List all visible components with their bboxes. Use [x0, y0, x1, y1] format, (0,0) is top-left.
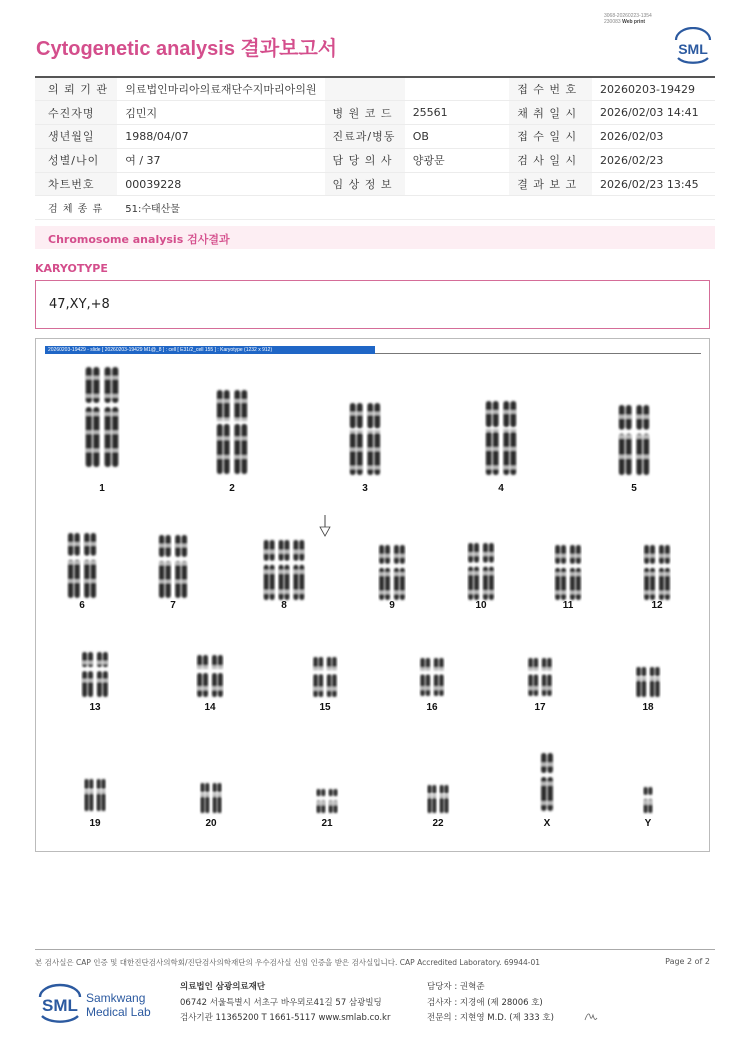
footer-divider: [35, 949, 715, 950]
chromosome: [644, 545, 655, 600]
svg-text:SML: SML: [678, 41, 708, 57]
chromosome-label: 10: [475, 600, 487, 611]
chromosome: [313, 657, 323, 697]
patient-info-table: [35, 76, 715, 220]
chromosome-label: 7: [170, 600, 176, 611]
chromosome-label: 4: [498, 483, 504, 494]
info-label: 담 당 의 사: [325, 148, 405, 172]
chromosome: [644, 787, 653, 813]
info-label: [325, 77, 405, 101]
chromosome-label: 2: [229, 483, 235, 494]
chromosome: [317, 789, 326, 813]
info-label: 접 수 번 호: [509, 77, 592, 101]
info-value: 20260203-19429: [592, 77, 715, 101]
info-row: [35, 77, 715, 101]
info-value: 1988/04/07: [117, 125, 324, 149]
chromosome-label: 20: [205, 818, 217, 829]
chromosome: [542, 658, 552, 696]
chromosome: [503, 401, 516, 475]
cap-notice: 본 검사실은 CAP 인증 및 대한진단검사의학회/진단검사의학재단의 우수검사실 신임 인증을 받은 검사실입니다. CAP Accredited Laboratory. 69944-01: [35, 958, 541, 967]
info-row: [35, 101, 715, 125]
info-label: 의 뢰 기 관: [35, 77, 117, 101]
chromosome-label: Y: [644, 818, 652, 829]
chromosome: [197, 655, 208, 697]
karyotype-title: KARYOTYPE: [35, 262, 108, 275]
chromosome-label: 11: [562, 600, 574, 611]
info-value: 김민지: [117, 101, 324, 125]
info-value: 2026/02/03 14:41: [592, 101, 715, 125]
chromosome-label: 1: [99, 483, 105, 494]
chromosome: [650, 667, 660, 697]
specimen-label: 검 체 종 류: [35, 196, 117, 220]
info-value: 2026/02/23 13:45: [592, 172, 715, 196]
chromosome: [97, 652, 108, 697]
chromosome: [175, 535, 187, 598]
info-label: 수진자명: [35, 101, 117, 125]
karyogram: [36, 355, 708, 851]
chromosome-label: 8: [281, 600, 287, 611]
svg-text:SML: SML: [42, 996, 78, 1015]
info-label: 생년월일: [35, 125, 117, 149]
chromosome-label: 16: [426, 702, 438, 713]
info-row: [35, 172, 715, 196]
chromosome: [212, 655, 223, 697]
chromosome: [329, 789, 338, 813]
chromosome: [468, 543, 479, 600]
chromosome: [636, 405, 649, 475]
info-value: 00039228: [117, 172, 324, 196]
chromosome-label: 14: [204, 702, 216, 713]
chromosome: [555, 545, 566, 600]
chromosome-label: 6: [79, 600, 85, 611]
chromosome-label: 19: [89, 818, 101, 829]
footer-staff: 담당자 : 권혁준 검사자 : 지경애 (제 28006 호) 전문의 : 지현영 M.D. (제 333 호): [427, 982, 554, 1023]
info-value: 2026/02/23: [592, 148, 715, 172]
info-value: [405, 77, 510, 101]
info-label: 임 상 정 보: [325, 172, 405, 196]
info-row: [35, 148, 715, 172]
info-label: 병 원 코 드: [325, 101, 405, 125]
arrow-down-icon: [320, 515, 330, 536]
chromosome: [619, 405, 632, 475]
karyotype-result: 47,XY,+8: [35, 280, 710, 329]
chromosome: [434, 658, 444, 696]
chromosome-label: 17: [534, 702, 546, 713]
chromosome: [159, 535, 171, 598]
chromosome: [440, 785, 449, 813]
section-header: Chromosome analysis 검사결과: [35, 226, 715, 249]
chromosome: [85, 779, 94, 811]
chromosome-label: X: [543, 818, 551, 829]
chromosome: [279, 540, 290, 600]
chromosome: [97, 779, 106, 811]
chromosome: [541, 753, 553, 811]
footer-logo: [38, 980, 156, 1026]
report-title: Cytogenetic analysis 결과보고서: [36, 38, 338, 60]
info-value: [405, 172, 510, 196]
chromosome-label: 22: [432, 818, 444, 829]
chromosome: [293, 540, 304, 600]
chromosome: [213, 783, 222, 813]
signature: [583, 1010, 599, 1024]
info-value: 양광문: [405, 148, 510, 172]
chromosome: [528, 658, 538, 696]
info-label: 채 취 일 시: [509, 101, 592, 125]
chromosome-label: 3: [362, 483, 368, 494]
chromosome: [217, 390, 230, 474]
info-value: OB: [405, 125, 510, 149]
info-label: 성별/나이: [35, 148, 117, 172]
chromosome-label: 21: [321, 818, 333, 829]
chromosome-label: 9: [389, 600, 395, 611]
chromosome: [234, 390, 247, 474]
chromosome: [350, 403, 363, 475]
info-value: 의료법인마리아의료재단수지마리아의원: [117, 77, 324, 101]
chromosome-label: 5: [631, 483, 637, 494]
specimen-row: [35, 196, 715, 220]
chromosome: [636, 667, 646, 697]
info-row: [35, 125, 715, 149]
chromosome: [264, 540, 275, 600]
chromosome: [82, 652, 93, 697]
chromosome: [379, 545, 390, 600]
print-id: 3068-20260223-1354 230083 Web print: [604, 13, 652, 25]
chromosome: [68, 533, 80, 598]
chromosome-label: 15: [319, 702, 331, 713]
chromosome: [201, 783, 210, 813]
chromosome: [486, 401, 499, 475]
info-label: 결 과 보 고: [509, 172, 592, 196]
image-header-rule: [375, 353, 701, 354]
specimen-value: 51:수태산물: [117, 196, 715, 220]
chromosome: [420, 658, 430, 696]
chromosome-label: 13: [89, 702, 101, 713]
chromosome: [86, 367, 100, 467]
info-value: 여 / 37: [117, 148, 324, 172]
chromosome: [367, 403, 380, 475]
chromosome: [394, 545, 405, 600]
svg-text:Medical Lab: Medical Lab: [86, 1005, 151, 1019]
chromosome: [570, 545, 581, 600]
image-header: 20260203-19429 - slide [ 20260203-19429 M1@_8 ] : cell [ E31/2_cell 155 ] : Karyotype (1232 x 912): [45, 346, 375, 354]
chromosome: [105, 367, 119, 467]
info-value: 25561: [405, 101, 510, 125]
info-value: 2026/02/03: [592, 125, 715, 149]
chromosome: [659, 545, 670, 600]
chromosome-label: 12: [651, 600, 663, 611]
svg-text:Samkwang: Samkwang: [86, 991, 146, 1005]
chromosome: [483, 543, 494, 600]
info-label: 접 수 일 시: [509, 125, 592, 149]
page-number: Page 2 of 2: [665, 957, 710, 966]
info-label: 차트번호: [35, 172, 117, 196]
chromosome-label: 18: [642, 702, 654, 713]
info-label: 진료과/병동: [325, 125, 405, 149]
footer-organization: 의료법인 삼광의료재단 06742 서울특별시 서초구 바우뫼로41길 57 삼광빌딩 검사기관 11365200 T 1661-5117 www.smlab.co.kr: [180, 982, 391, 1023]
chromosome: [84, 533, 96, 598]
sml-logo: [672, 27, 714, 65]
chromosome: [327, 657, 337, 697]
info-label: 검 사 일 시: [509, 148, 592, 172]
chromosome: [428, 785, 437, 813]
